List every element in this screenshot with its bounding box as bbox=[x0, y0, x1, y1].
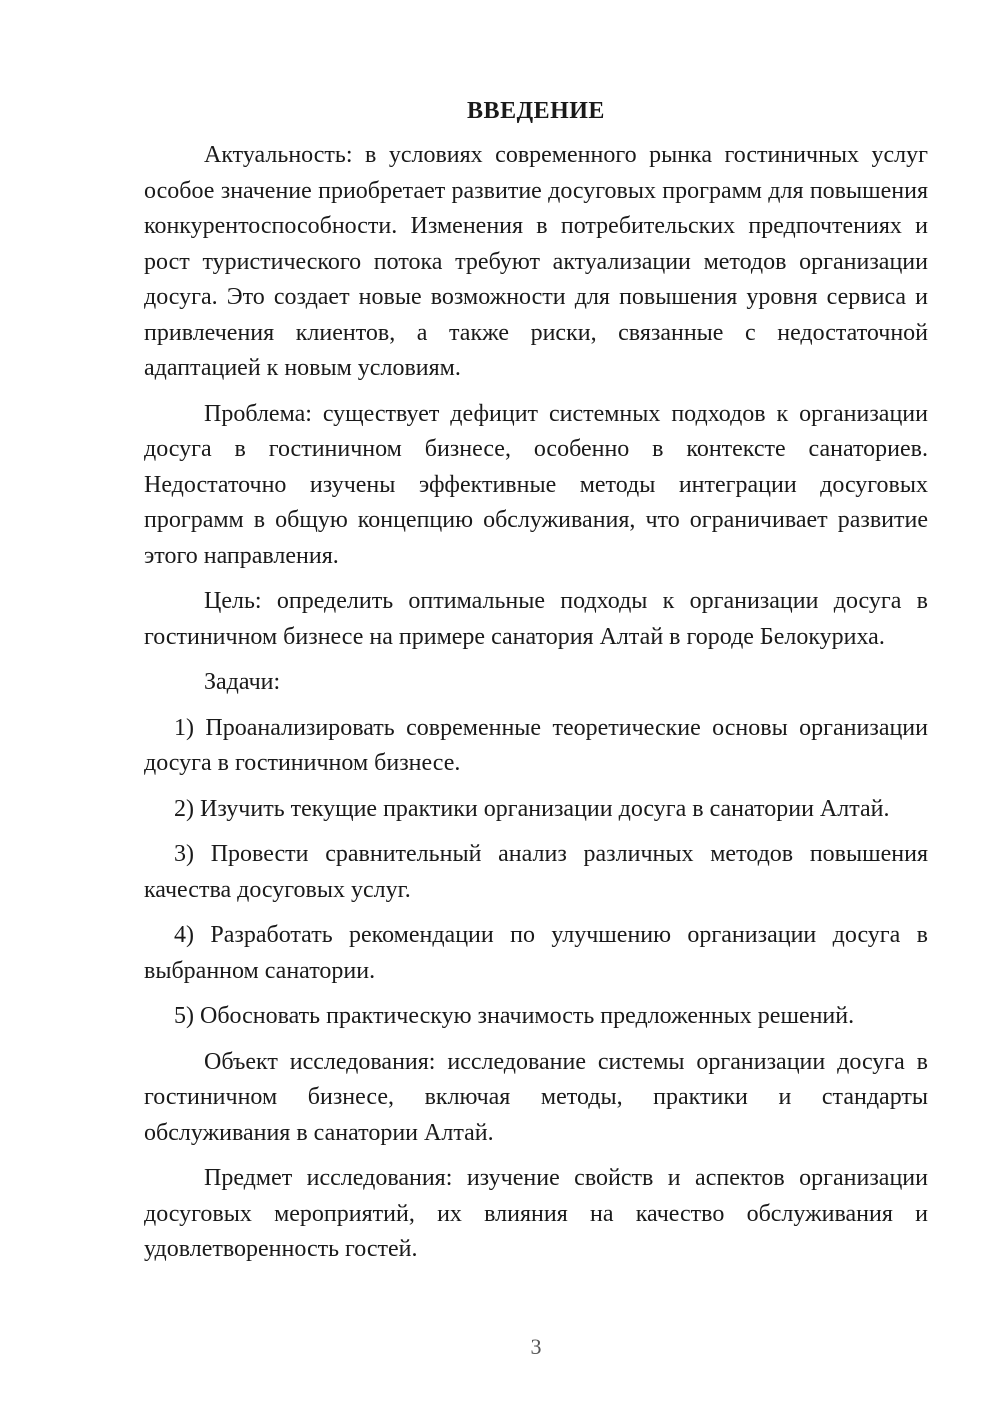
paragraph-tasks-heading: Задачи: bbox=[204, 669, 281, 695]
page-number: 3 bbox=[530, 1334, 542, 1359]
paragraph-object: Объект исследования: исследование системы организации досуга в гостиничном бизнесе, включая методы, практики и стандарты обслуживания в санатории Алтай. bbox=[144, 1048, 928, 1146]
page-title: ВВЕДЕНИЕ bbox=[467, 98, 605, 124]
task-item-4: 4) Разработать рекомендации по улучшению организации досуга в выбранном санатории. bbox=[144, 922, 928, 984]
document-body bbox=[144, 94, 928, 1268]
task-item-2: 2) Изучить текущие практики организации досуга в санатории Алтай. bbox=[174, 795, 890, 822]
paragraph-relevance: Актуальность: в условиях современного рынка гостиничных услуг особое значение приобретает развитие досуговых программ для повышения конкурентоспособности. Изменения в потребительских предпочтениях и рост туристического потока требуют актуализации методов организации досуга. Это создает новые возможности для повышения уровня сервиса и привлечения клиентов, а также риски, связанные с недостаточной адаптацией к новым условиям. bbox=[144, 142, 928, 381]
paragraph-problem: Проблема: существует дефицит системных подходов к организации досуга в гостиничном бизнесе, особенно в контексте санаториев. Недостаточно изучены эффективные методы интеграции досуговых программ в общую концепцию обслуживания, что ограничивает развитие этого направления. bbox=[144, 400, 928, 569]
paragraph-goal: Цель: определить оптимальные подходы к организации досуга в гостиничном бизнесе на примере санатория Алтай в городе Белокуриха. bbox=[144, 588, 928, 650]
task-item-3: 3) Провести сравнительный анализ различных методов повышения качества досуговых услуг. bbox=[144, 841, 928, 903]
task-item-1: 1) Проанализировать современные теоретические основы организации досуга в гостиничном бизнесе. bbox=[144, 714, 928, 776]
paragraph-subject: Предмет исследования: изучение свойств и аспектов организации досуговых мероприятий, их влияния на качество обслуживания и удовлетворенность гостей. bbox=[144, 1165, 928, 1262]
task-item-5: 5) Обосновать практическую значимость предложенных решений. bbox=[174, 1003, 855, 1029]
